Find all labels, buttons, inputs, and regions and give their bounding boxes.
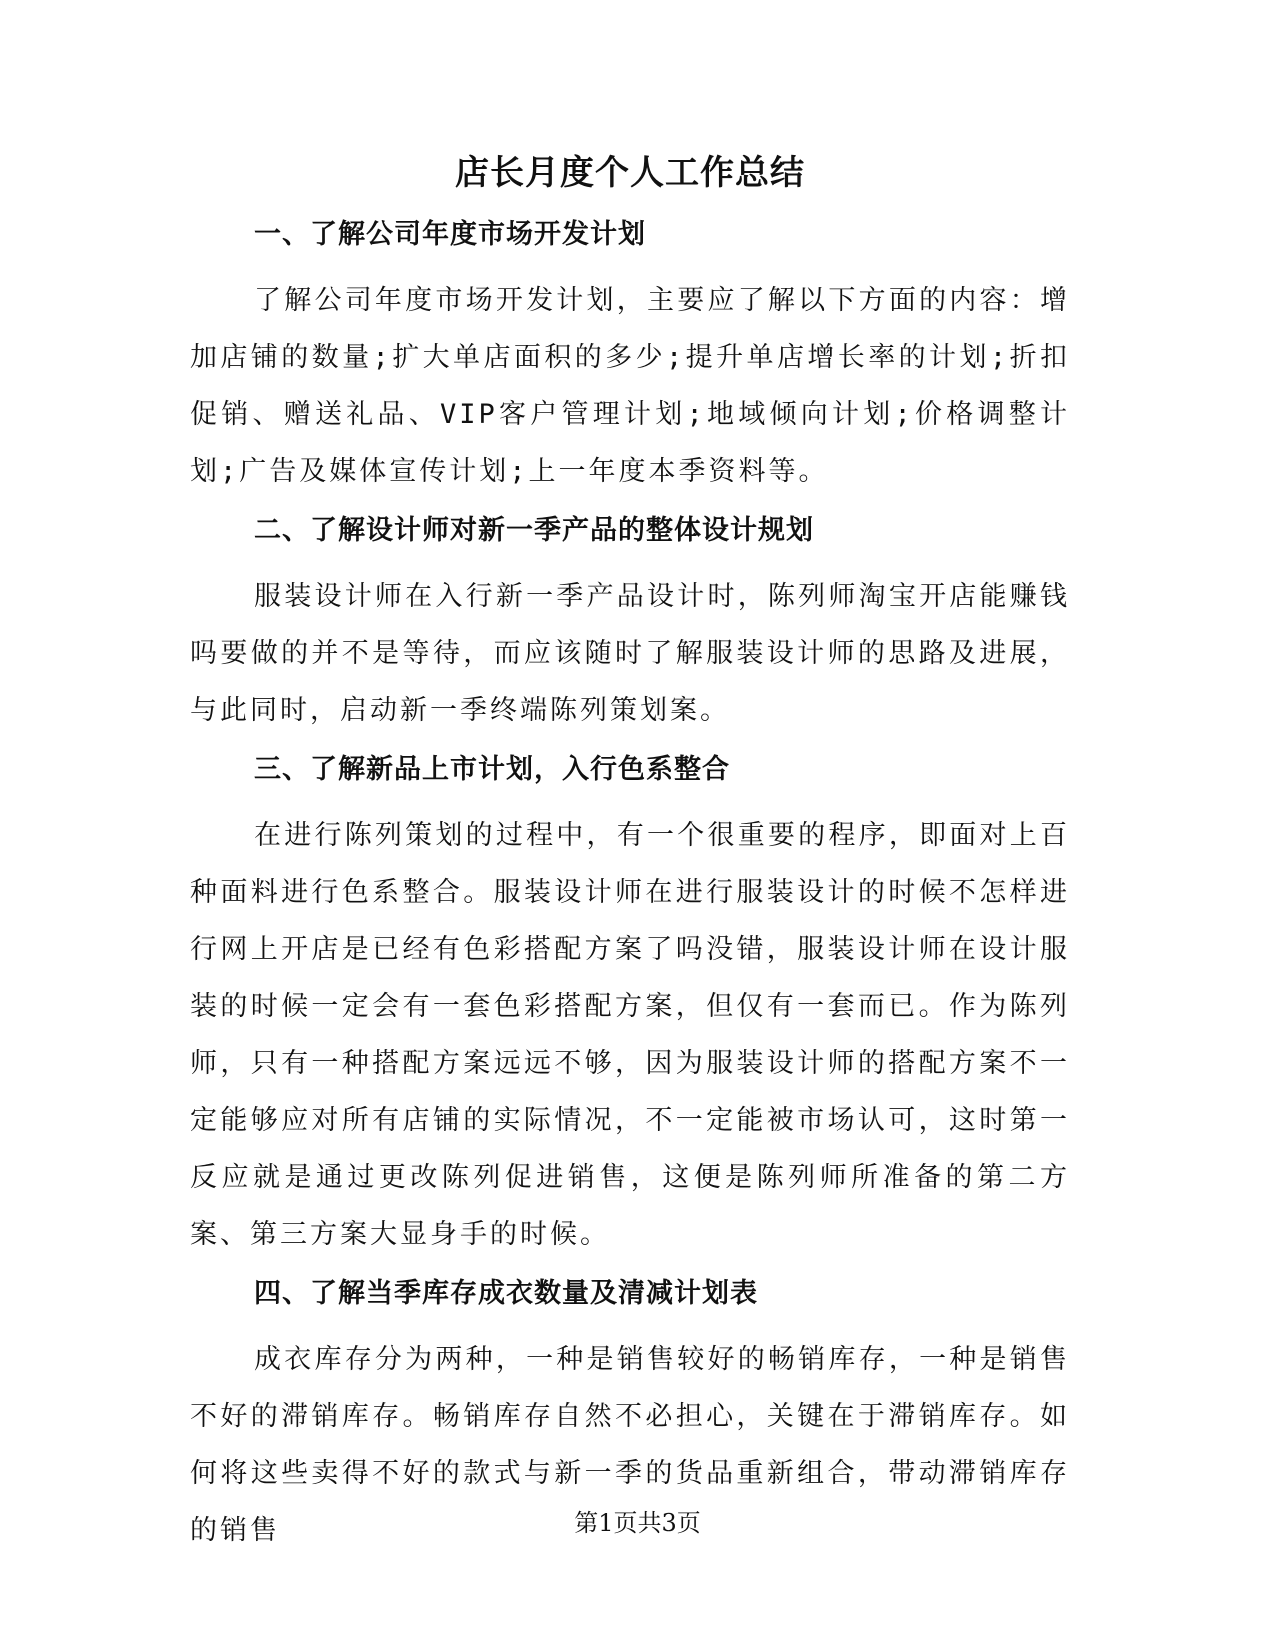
section-heading-2: 二、了解设计师对新一季产品的整体设计规划: [254, 515, 814, 546]
page-number: 第1页共3页: [574, 1509, 701, 1537]
section-heading-4: 四、了解当季库存成衣数量及清减计划表: [254, 1278, 758, 1309]
section-heading-1: 一、了解公司年度市场开发计划: [254, 219, 646, 250]
section-paragraph-2: 服装设计师在入行新一季产品设计时，陈列师淘宝开店能赚钱吗要做的并不是等待，而应该随时了解服装设计师的思路及进展，与此同时，启动新一季终端陈列策划案。: [190, 581, 1070, 726]
section-heading-3: 三、了解新品上市计划，入行色系整合: [254, 754, 730, 785]
section-paragraph-1: 了解公司年度市场开发计划，主要应了解以下方面的内容：增加店铺的数量;扩大单店面积的多少;提升单店增长率的计划;折扣促销、赠送礼品、VIP客户管理计划;地域倾向计划;价格调整计划;广告及媒体宣传计划;上一年度本季资料等。: [190, 285, 1070, 487]
section-paragraph-3: 在进行陈列策划的过程中，有一个很重要的程序，即面对上百种面料进行色系整合。服装设计师在进行服装设计的时候不怎样进行网上开店是已经有色彩搭配方案了吗没错，服装设计师在设计服装的时候一定会有一套色彩搭配方案，但仅有一套而已。作为陈列师，只有一种搭配方案远远不够，因为服装设计师的搭配方案不一定能够应对所有店铺的实际情况，不一定能被市场认可，这时第一反应就是通过更改陈列促进销售，这便是陈列师所准备的第二方案、第三方案大显身手的时候。: [190, 820, 1070, 1250]
document-body: [190, 148, 1070, 1570]
section-paragraph-4: 成衣库存分为两种，一种是销售较好的畅销库存，一种是销售不好的滞销库存。畅销库存自然不必担心，关键在于滞销库存。如何将这些卖得不好的款式与新一季的货品重新组合，带动滞销库存的销售: [190, 1344, 1070, 1546]
document-title: 店长月度个人工作总结: [455, 153, 805, 193]
